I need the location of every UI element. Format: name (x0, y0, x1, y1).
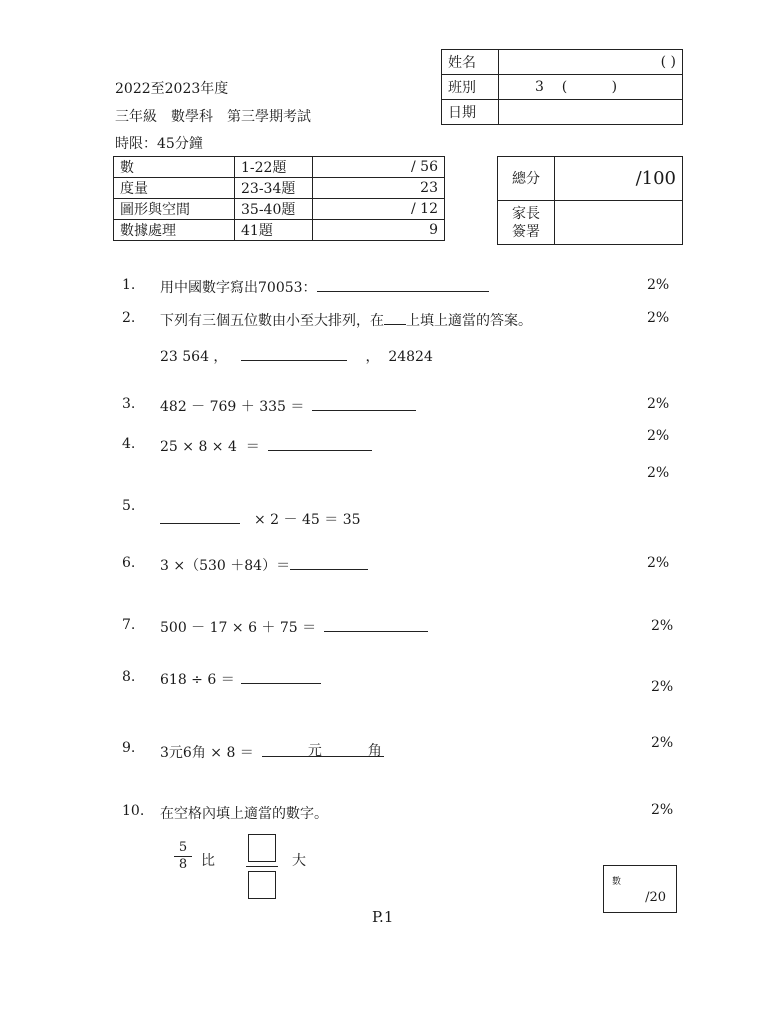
question-mark: 2% (651, 735, 674, 751)
section-range: 41題 (235, 220, 313, 241)
question-number: 5. (122, 498, 136, 514)
date-label: 日期 (442, 100, 499, 125)
question-number: 8. (122, 669, 136, 685)
section-name: 度量 (114, 178, 235, 199)
question-text: 25 × 8 × 4 ＝ (160, 439, 260, 455)
section-range: 23-34題 (235, 178, 313, 199)
name-paren: ( ) (660, 54, 676, 70)
date-field[interactable] (499, 100, 683, 125)
page-score-box (603, 865, 677, 913)
name-label: 姓名 (442, 50, 499, 75)
question-mark: 2% (647, 310, 670, 326)
question-text: 618 ÷ 6 ＝ (160, 672, 235, 688)
name-field[interactable] (499, 50, 683, 75)
question-6 (160, 555, 368, 575)
class-field[interactable] (499, 75, 683, 100)
section-score: / 56 (313, 157, 445, 178)
question-3 (160, 396, 416, 416)
section-row (114, 220, 445, 241)
compare-word: 比 (201, 853, 215, 869)
unit-yuan: 元 (307, 743, 322, 759)
score-box-label: 數 (612, 877, 622, 887)
question-9 (160, 740, 384, 762)
question-8 (160, 669, 321, 689)
question-text: 500 － 17 × 6 ＋ 75 ＝ (160, 620, 317, 636)
answer-blank[interactable] (268, 436, 372, 451)
fraction-bar (246, 866, 278, 867)
fraction-five-eighths (174, 840, 192, 873)
section-score-table (113, 156, 445, 241)
total-label: 總分 (498, 157, 555, 201)
total-score-table (497, 156, 683, 245)
question-text: × 2 － 45 ＝ 35 (254, 512, 361, 528)
question-mark: 2% (647, 555, 670, 571)
question-number: 6. (122, 555, 136, 571)
section-name: 數 (114, 157, 235, 178)
answer-blank[interactable] (324, 617, 428, 632)
answer-blank[interactable] (312, 396, 416, 411)
question-1 (160, 277, 489, 297)
answer-blank[interactable] (317, 277, 489, 292)
section-name: 數據處理 (114, 220, 235, 241)
class-label: 班別 (442, 75, 499, 100)
section-range: 1-22題 (235, 157, 313, 178)
question-number: 7. (122, 617, 136, 633)
parent-signature-field[interactable] (555, 201, 683, 245)
answer-box-denominator[interactable] (248, 871, 276, 899)
question-mark: 2% (647, 465, 670, 481)
parent-label-line1: 家長 (512, 205, 540, 222)
section-score: 9 (313, 220, 445, 241)
question-mark: 2% (647, 428, 670, 444)
answer-blank[interactable] (290, 555, 368, 570)
question-text-continued: 上填上適當的答案。 (406, 313, 532, 329)
question-2 (160, 310, 532, 330)
answer-blank[interactable] (241, 669, 321, 684)
answer-blank[interactable] (262, 740, 384, 757)
question-number: 2. (122, 310, 136, 326)
question-number: 10. (122, 803, 145, 819)
question-mark: 2% (651, 618, 674, 634)
question-number: 4. (122, 436, 136, 452)
question-mark: 2% (651, 802, 674, 818)
question-text: 482 － 769 ＋ 335 ＝ (160, 399, 305, 415)
question-2-sequence (160, 346, 433, 366)
school-year: 2022至2023年度 (115, 81, 229, 97)
fraction-denominator: 8 (174, 856, 192, 873)
section-row (114, 178, 445, 199)
question-10 (160, 803, 328, 823)
sequence-first: 23 564 ， (160, 349, 228, 365)
question-number: 1. (122, 277, 136, 293)
question-text: 在空格內填上適當的數字。 (160, 806, 328, 822)
score-box-value: /20 (645, 890, 666, 905)
section-name: 圖形與空間 (114, 199, 235, 220)
question-text: 下列有三個五位數由小至大排列，在 (160, 313, 384, 329)
question-number: 9. (122, 740, 136, 756)
section-row (114, 157, 445, 178)
total-value: /100 (555, 157, 683, 201)
question-text: 3元6角 × 8 ＝ (160, 745, 254, 761)
unit-jiao: 角 (367, 743, 382, 759)
big-word: 大 (292, 853, 306, 869)
answer-box-numerator[interactable] (248, 834, 276, 862)
section-score: 23 (313, 178, 445, 199)
question-4 (160, 436, 372, 456)
class-value: 3 ( ) (535, 79, 618, 95)
question-5 (160, 509, 361, 529)
answer-blank[interactable] (160, 509, 240, 524)
answer-blank[interactable] (241, 346, 347, 361)
section-range: 35-40題 (235, 199, 313, 220)
section-score: / 12 (313, 199, 445, 220)
question-mark: 2% (647, 396, 670, 412)
section-row (114, 199, 445, 220)
question-text: 用中國數字寫出70053： (160, 280, 317, 296)
question-mark: 2% (647, 277, 670, 293)
question-7 (160, 617, 428, 637)
parent-label-line2: 簽署 (512, 223, 540, 240)
fraction-numerator: 5 (178, 840, 188, 855)
instruction-blank (384, 310, 406, 325)
question-text: 3 ×（530 ＋84）＝ (160, 558, 291, 574)
question-mark: 2% (651, 679, 674, 695)
sequence-last: ， 24824 (365, 349, 433, 365)
student-info-table (441, 49, 683, 125)
exam-title: 三年級 數學科 第三學期考試 (115, 109, 311, 125)
question-number: 3. (122, 396, 136, 412)
parent-signature-label (498, 201, 555, 245)
page-number: P.1 (372, 908, 394, 926)
time-limit: 時限：45分鐘 (115, 136, 203, 152)
